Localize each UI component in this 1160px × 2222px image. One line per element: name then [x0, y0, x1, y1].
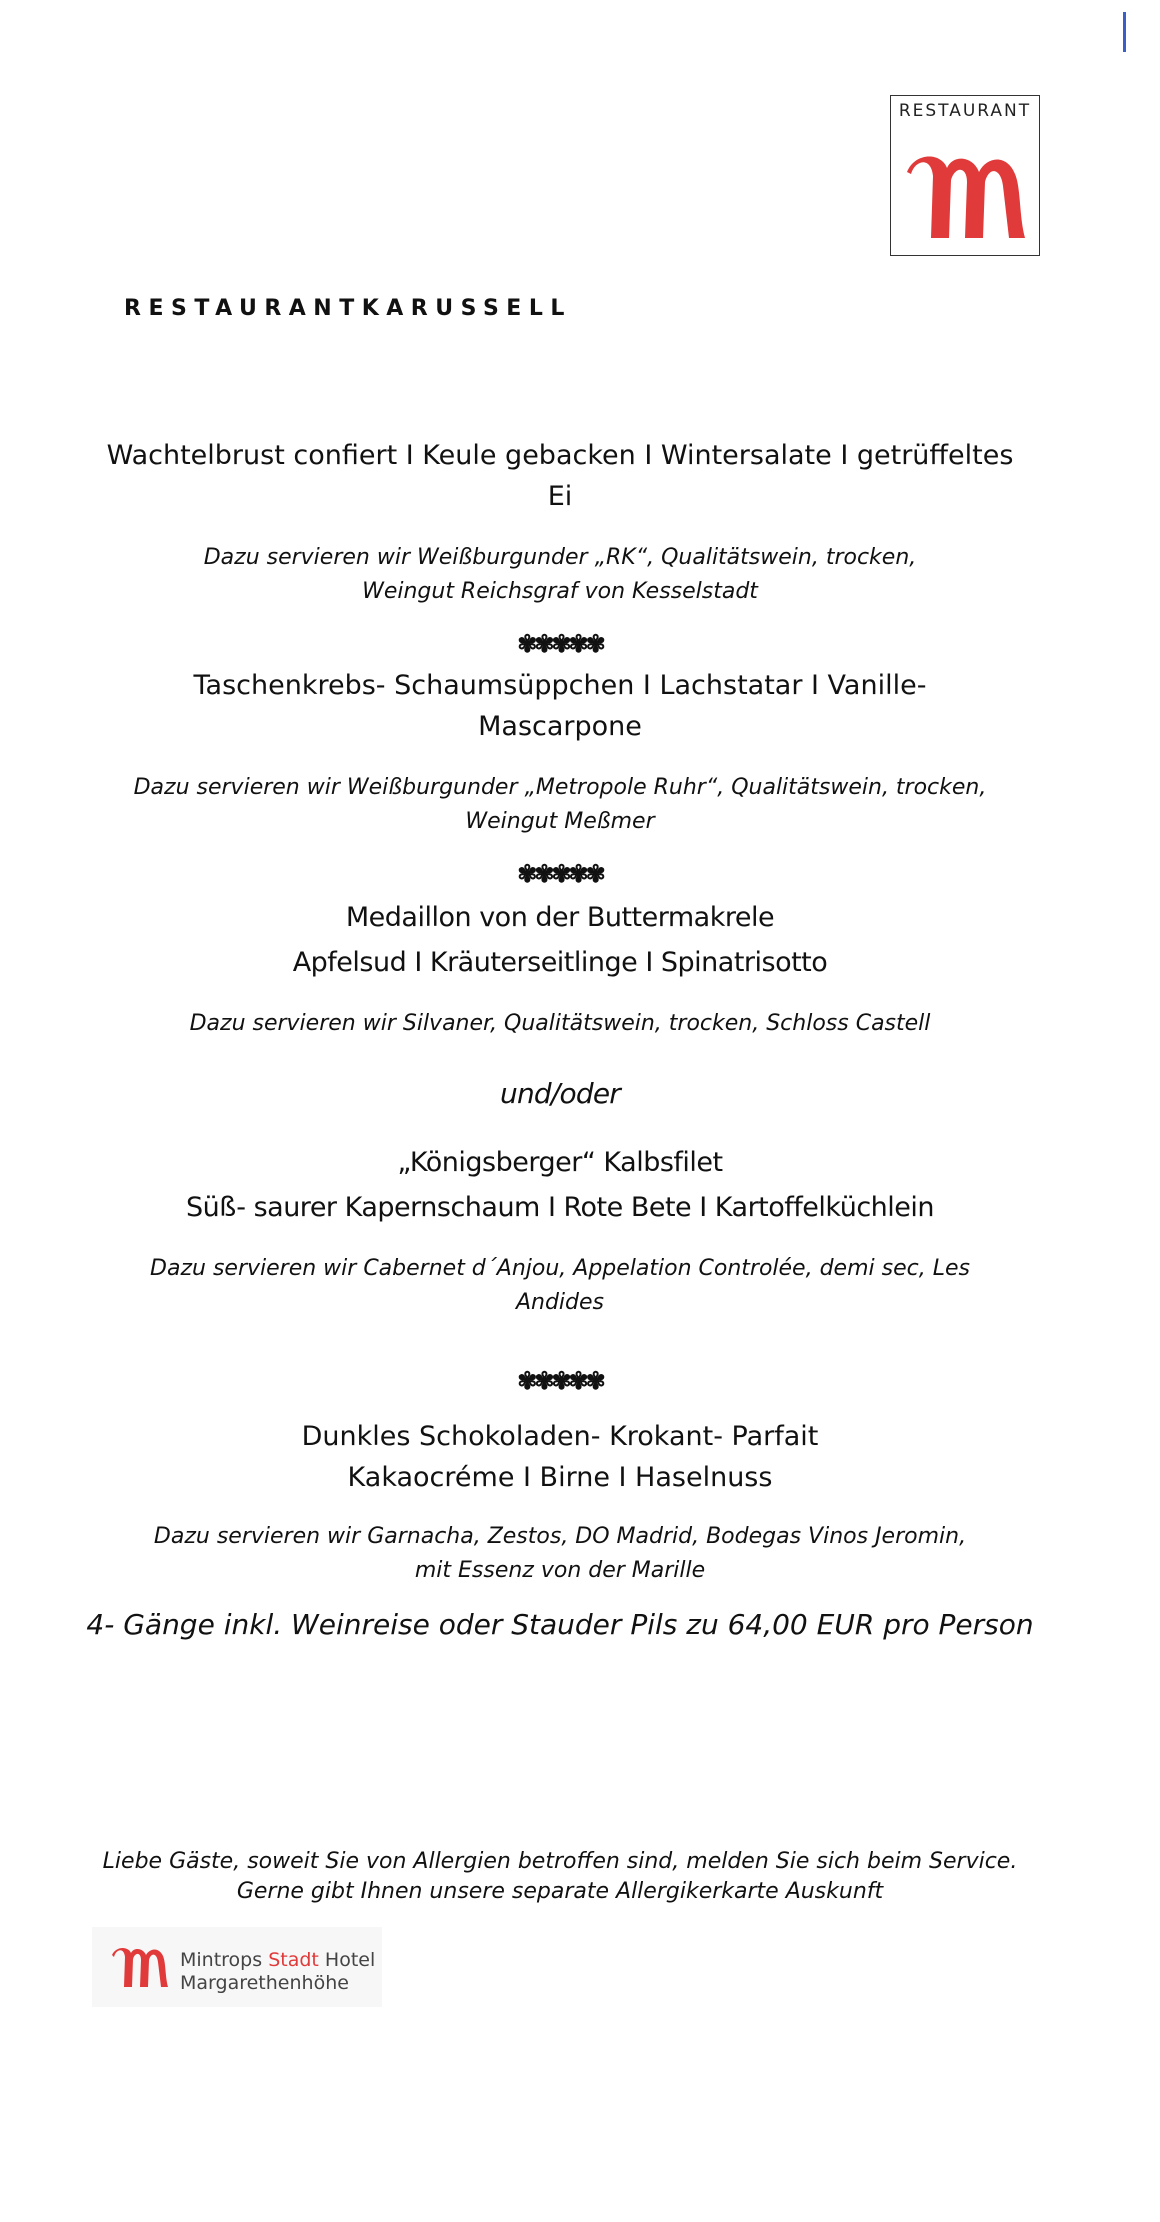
- dish-line: Ei: [547, 481, 573, 512]
- notice-line: Gerne gibt Ihnen unsere separate Allergikerkarte Auskunft: [236, 1879, 884, 1904]
- wine-line: Dazu servieren wir Weißburgunder „Metropole Ruhr“, Qualitätswein, trocken,: [133, 775, 987, 800]
- course: [60, 435, 1060, 609]
- dish-line: Mascarpone: [478, 711, 642, 742]
- wine-line: Weingut Meßmer: [465, 809, 655, 834]
- course: [60, 895, 1060, 1041]
- logo-label: RESTAURANT: [898, 101, 1032, 121]
- course: [60, 1416, 1060, 1588]
- page-title: RESTAURANTKARUSSELL: [124, 296, 572, 321]
- dish-line: Wachtelbrust confiert I Keule gebacken I Wintersalate I getrüffeltes: [106, 440, 1014, 471]
- text-cursor-marker: [1123, 12, 1126, 52]
- hotel-logo: [92, 1927, 382, 2007]
- wine-line: Dazu servieren wir Garnacha, Zestos, DO Madrid, Bodegas Vinos Jeromin,: [153, 1524, 967, 1549]
- wine-line: Andides: [515, 1290, 605, 1315]
- wine-line: Weingut Reichsgraf von Kesselstadt: [362, 579, 758, 604]
- dish-line: Süß- saurer Kapernschaum I Rote Bete I Kartoffelküchlein: [186, 1192, 934, 1223]
- hotel-location: Margarethenhöhe: [180, 1972, 349, 1994]
- restaurant-logo: [890, 95, 1040, 256]
- ornament-divider: ✾✾✾✾✾: [517, 1366, 603, 1395]
- hotel-name-part: Mintrops: [180, 1949, 263, 1971]
- ornament-divider: ✾✾✾✾✾: [517, 859, 603, 888]
- wine-line: Dazu servieren wir Cabernet d´Anjou, Appelation Controlée, demi sec, Les: [150, 1256, 970, 1281]
- dish-line: Medaillon von der Buttermakrele: [345, 902, 775, 933]
- m-logo-icon: [901, 146, 1031, 246]
- course: [60, 1140, 1060, 1320]
- menu-price: 4- Gänge inkl. Weinreise oder Stauder Pils zu 64,00 EUR pro Person: [86, 1608, 1034, 1641]
- notice-line: Liebe Gäste, soweit Sie von Allergien betroffen sind, melden Sie sich beim Service.: [102, 1849, 1018, 1874]
- hotel-name-part: Hotel: [324, 1949, 376, 1971]
- dish-line: Apfelsud I Kräuterseitlinge I Spinatrisotto: [292, 947, 828, 978]
- wine-line: Dazu servieren wir Weißburgunder „RK“, Qualitätswein, trocken,: [203, 545, 917, 570]
- dish-line: Taschenkrebs- Schaumsüppchen I Lachstatar I Vanille-: [193, 670, 927, 701]
- allergy-notice: [60, 1847, 1060, 1907]
- course: [60, 665, 1060, 839]
- and-or-connector: und/oder: [500, 1077, 620, 1110]
- ornament-divider: ✾✾✾✾✾: [517, 629, 603, 658]
- wine-line: Dazu servieren wir Silvaner, Qualitätswein, trocken, Schloss Castell: [189, 1011, 931, 1036]
- dish-line: Dunkles Schokoladen- Krokant- Parfait: [301, 1421, 819, 1452]
- hotel-name: [180, 1949, 375, 1995]
- menu-body: [60, 435, 1060, 1641]
- dish-line: „Königsberger“ Kalbsfilet: [397, 1147, 723, 1178]
- hotel-name-accent: Stadt: [268, 1949, 319, 1971]
- dish-line: Kakaocréme I Birne I Haselnuss: [347, 1462, 773, 1493]
- hotel-m-icon: [110, 1943, 172, 1991]
- wine-line: mit Essenz von der Marille: [414, 1558, 706, 1583]
